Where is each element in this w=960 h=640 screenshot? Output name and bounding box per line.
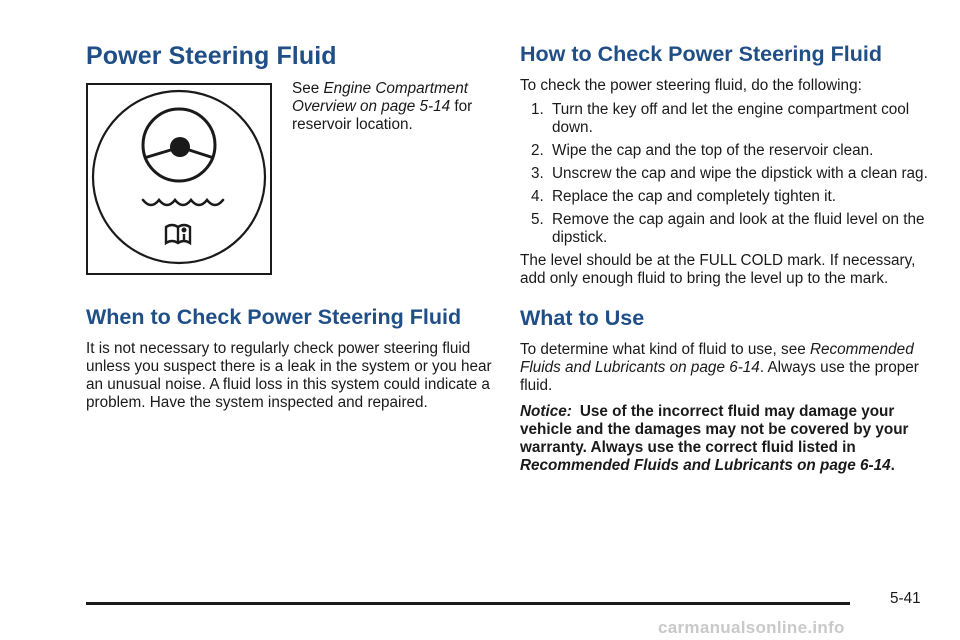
owner-manual-icon — [166, 225, 190, 243]
recommended-fluids-link[interactable]: Recommended Fluids and Lubricants on page 6-14 — [520, 341, 914, 376]
footer-divider — [86, 602, 850, 605]
reservoir-cap-illustration — [88, 85, 270, 273]
figure-row — [86, 80, 496, 279]
page-title: Power Steering Fluid — [86, 42, 337, 70]
engine-compartment-link[interactable]: Engine Compartment Overview on page 5-14 — [292, 80, 469, 115]
check-steps-list — [520, 101, 930, 247]
what-to-use-heading: What to Use — [520, 306, 645, 330]
page-number: 5-41 — [890, 590, 921, 607]
when-to-check-heading: When to Check Power Steering Fluid — [86, 305, 462, 329]
when-to-check-body: It is not necessary to regularly check power steering fluid unless you suspect there is a leak in the system or you hear an unusual noise. A fluid loss in this system could indicate a problem. Have the system inspected and repaired. — [86, 340, 492, 411]
right-column — [520, 42, 930, 475]
notice-label: Notice: — [520, 403, 572, 420]
fluid-level-note: The level should be at the FULL COLD mark. If necessary, add only enough fluid to bring the level up to the mark. — [520, 252, 916, 287]
when-to-check-section — [86, 305, 496, 412]
what-to-use-body: To determine what kind of fluid to use, see Recommended Fluids and Lubricants on page 6-14. Always use the proper fluid. — [520, 341, 919, 394]
watermark: carmanualsonline.info — [658, 618, 845, 637]
reservoir-location-note: See Engine Compartment Overview on page 5-14 for reservoir location. — [292, 80, 473, 133]
list-item: 3. Unscrew the cap and wipe the dipstick with a clean rag. — [531, 165, 928, 182]
notice-paragraph: Notice: Use of the incorrect fluid may damage your vehicle and the damages may not be covered by your warranty. Always use the correct fluid listed in Recommended Fluids and Lubricants on page 6-14. — [520, 403, 909, 474]
left-column — [86, 42, 496, 412]
steering-wheel-icon — [143, 109, 215, 181]
list-item: 1. Turn the key off and let the engine compartment cool down. — [531, 101, 910, 136]
how-to-check-intro: To check the power steering fluid, do the following: — [520, 77, 862, 94]
what-to-use-section — [520, 306, 930, 475]
list-item: 2. Wipe the cap and the top of the reservoir clean. — [531, 142, 874, 159]
fluid-waves-icon — [143, 200, 223, 205]
notice-recommended-fluids-link[interactable]: Recommended Fluids and Lubricants on page 6-14 — [520, 457, 891, 474]
list-item: 4. Replace the cap and completely tighten it. — [531, 188, 837, 205]
list-item: 5. Remove the cap again and look at the fluid level on the dipstick. — [531, 211, 925, 246]
power-steering-reservoir-figure — [86, 83, 272, 275]
how-to-check-heading: How to Check Power Steering Fluid — [520, 42, 882, 66]
